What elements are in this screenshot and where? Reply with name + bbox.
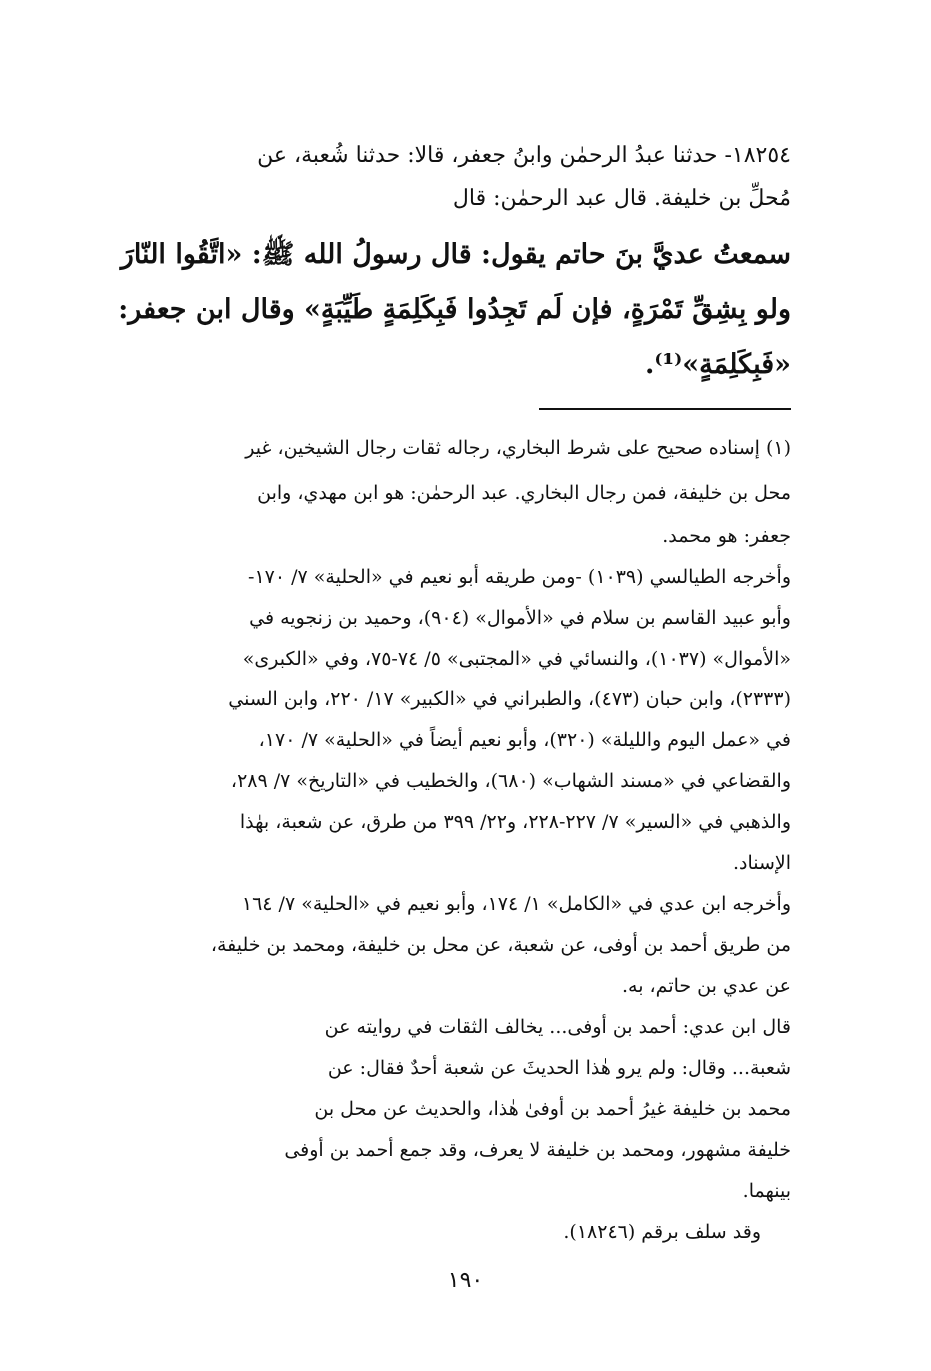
footnote-line: خليفة مشهور، ومحمد بن خليفة لا يعرف، وقد جمع أحمد بن أوفى <box>284 1139 791 1161</box>
footnote-line: الإسناد. <box>732 852 791 874</box>
page-number: ١٩٠ <box>447 1268 484 1293</box>
footnote-line: جعفر: هو محمد. <box>662 525 791 547</box>
hadith-isnad-line-1: ١٨٢٥٤- حدثنا عبدُ الرحمٰن وابنُ جعفر، قالا: حدثنا شُعبة، عن <box>257 143 791 168</box>
footnote-separator <box>539 408 791 410</box>
footnote-line: عن عدي بن حاتم، به. <box>621 975 791 997</box>
footnote-line: بينهما. <box>742 1180 791 1202</box>
hadith-matn-line-3: «فَبِكَلِمَةٍ»⁽¹⁾. <box>644 349 791 380</box>
footnote-line: شعبة... وقال: ولم يرو هٰذا الحديثَ عن شعبة أحدٌ فقال: عن <box>327 1057 791 1079</box>
footnote-line: وأخرجه ابن عدي في «الكامل» ١/ ١٧٤، وأبو نعيم في «الحلية» ٧/ ١٦٤ <box>241 893 791 915</box>
footnote-line: والذهبي في «السير» ٧/ ٢٢٧-٢٢٨، و٢٢/ ٣٩٩ من طرق، عن شعبة، بهٰذا <box>239 811 791 833</box>
footnote-line: (٢٣٣٣)، وابن حبان (٤٧٣)، والطبراني في «الكبير» ١٧/ ٢٢٠، وابن السني <box>228 688 791 710</box>
hadith-matn-line-1: سمعتُ عديَّ بنَ حاتم يقول: قال رسولُ الله ﷺ: «اتَّقُوا النّارَ <box>120 239 791 270</box>
footnote-line: (١) إسناده صحيح على شرط البخاري، رجاله ثقات رجال الشيخين، غير <box>245 437 791 459</box>
footnote-line: في «عمل اليوم والليلة» (٣٢٠)، وأبو نعيم أيضاً في «الحلية» ٧/ ١٧٠، <box>258 729 791 751</box>
hadith-isnad-line-2: مُحلِّ بن خليفة. قال عبد الرحمٰن: قال <box>452 186 791 211</box>
hadith-matn-line-2: ولو بِشِقِّ تَمْرَةٍ، فإن لَم تَجِدُوا فَبِكَلِمَةٍ طَيِّبَةٍ» وقال ابن جعفر: <box>118 294 791 325</box>
footnote-line: «الأموال» (١٠٣٧)، والنسائي في «المجتبى» ٥/ ٧٤-٧٥، وفي «الكبرى» <box>242 648 791 670</box>
footnote-line: قال ابن عدي: أحمد بن أوفى... يخالف الثقات في روايته عن <box>324 1016 791 1038</box>
footnote-line: والقضاعي في «مسند الشهاب» (٦٨٠)، والخطيب في «التاريخ» ٧/ ٢٨٩، <box>230 770 791 792</box>
footnote-line: محمد بن خليفة غيرُ أحمد بن أوفىٰ هٰذا، والحديث عن محل بن <box>314 1098 791 1120</box>
footnote-line: وأبو عبيد القاسم بن سلام في «الأموال» (٩٠٤)، وحميد بن زنجويه في <box>249 607 791 629</box>
footnote-line: من طريق أحمد بن أوفى، عن شعبة، عن محل بن خليفة، ومحمد بن خليفة، <box>210 934 791 956</box>
footnote-line: محل بن خليفة، فمن رجال البخاري. عبد الرحمٰن: هو ابن مهدي، وابن <box>257 482 791 504</box>
footnote-line: وقد سلف برقم (١٨٢٤٦). <box>563 1221 761 1243</box>
footnote-line: وأخرجه الطيالسي (١٠٣٩) -ومن طريقه أبو نعيم في «الحلية» ٧/ ١٧٠- <box>248 566 791 588</box>
